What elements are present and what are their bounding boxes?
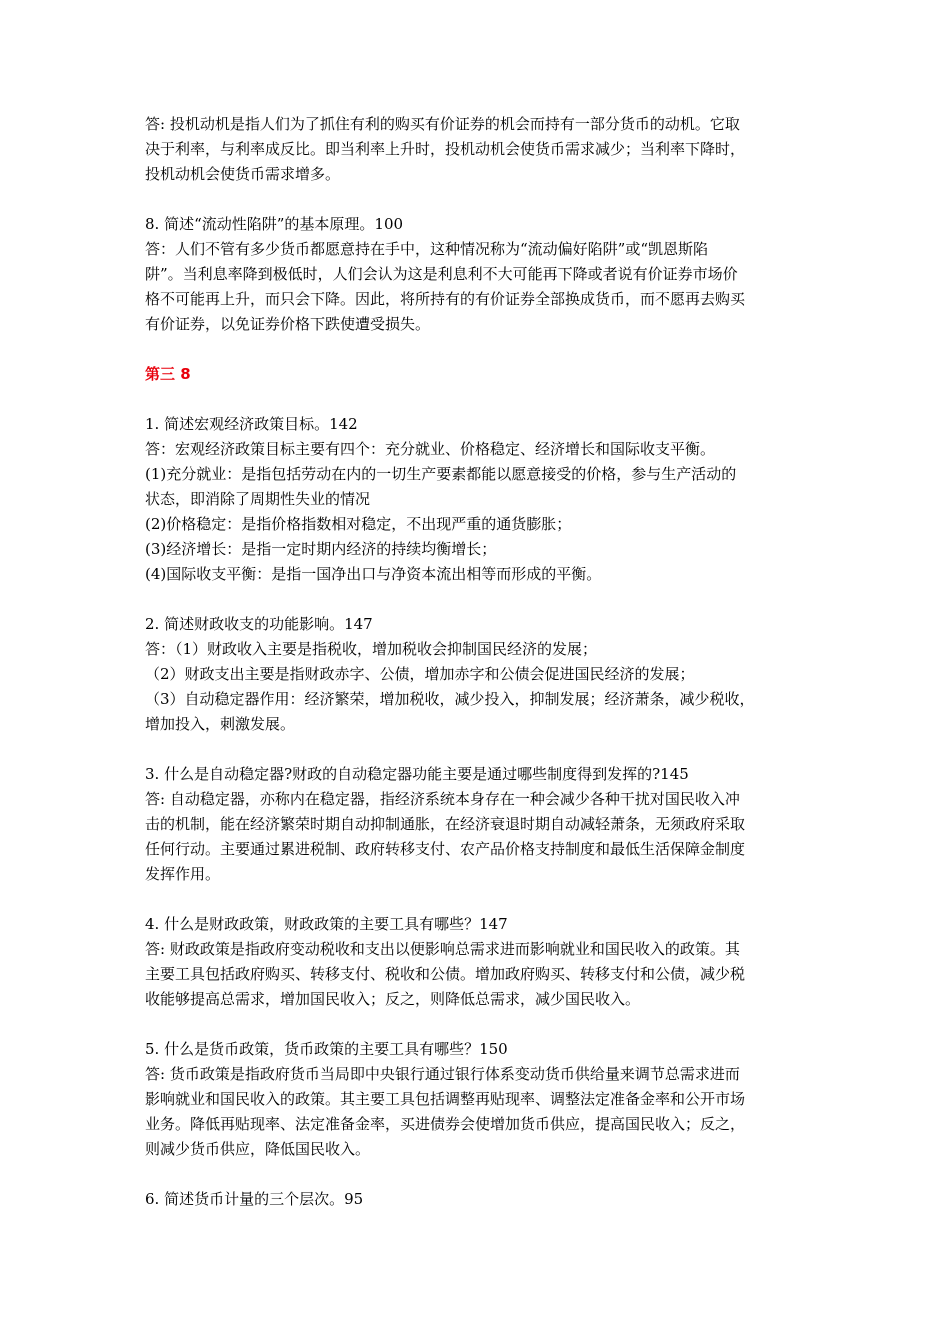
text-line: 答: 自动稳定器，亦称内在稳定器，指经济系统本身存在一种会减少各种干扰对国民收入冲 [145, 790, 740, 808]
question-automatic-stabilizer [145, 762, 810, 887]
section-heading: 第三 8 [145, 365, 191, 383]
text-line: 发挥作用。 [145, 865, 221, 883]
question-title: 5. 什么是货币政策，货币政策的主要工具有哪些？150 [145, 1040, 508, 1058]
question-monetary-policy [145, 1037, 810, 1162]
text-line: 任何行动。主要通过累进税制、政府转移支付、农产品价格支持制度和最低生活保障金制度 [145, 840, 746, 858]
text-line: (4)国际收支平衡：是指一国净出口与净资本流出相等而形成的平衡。 [145, 565, 602, 583]
text-line: 则减少货币供应，降低国民收入。 [145, 1140, 371, 1158]
question-money-measurement [145, 1187, 810, 1212]
text-line: 答: 财政政策是指政府变动税收和支出以便影响总需求进而影响就业和国民收入的政策。其 [145, 940, 740, 958]
text-line: （2）财政支出主要是指财政赤字、公债，增加赤字和公债会促进国民经济的发展； [145, 665, 695, 683]
text-line: 收能够提高总需求，增加国民收入；反之，则降低总需求，减少国民收入。 [145, 990, 641, 1008]
text-line: (3)经济增长：是指一定时期内经济的持续均衡增长； [145, 540, 497, 558]
text-line: 答: 投机动机是指人们为了抓住有利的购买有价证券的机会而持有一部分货币的动机。它取 [145, 115, 740, 133]
question-title: 1. 简述宏观经济政策目标。142 [145, 415, 358, 433]
text-line: 击的机制，能在经济繁荣时期自动抑制通胀，在经济衰退时期自动减轻萧条，无须政府采取 [145, 815, 746, 833]
question-title: 6. 简述货币计量的三个层次。95 [145, 1190, 364, 1208]
text-line: 答: 货币政策是指政府货币当局即中央银行通过银行体系变动货币供给量来调节总需求进而 [145, 1065, 740, 1083]
text-line: 主要工具包括政府购买、转移支付、税收和公债。增加政府购买、转移支付和公债，减少税 [145, 965, 746, 983]
text-line: 影响就业和国民收入的政策。其主要工具包括调整再贴现率、调整法定准备金率和公开市场 [145, 1090, 746, 1108]
text-line: 阱”。当利息率降到极低时，人们会认为这是利息利不大可能再下降或者说有价证券市场价 [145, 265, 738, 283]
text-line: (1)充分就业：是指包括劳动在内的一切生产要素都能以愿意接受的价格，参与生产活动的 [145, 465, 737, 483]
question-liquidity-trap [145, 212, 810, 337]
text-line: （3）自动稳定器作用：经济繁荣，增加税收，减少投入，抑制发展；经济萧条，减少税收， [145, 690, 755, 708]
text-line: 答：人们不管有多少货币都愿意持在手中，这种情况称为“流动偏好陷阱”或“凯恩斯陷 [145, 240, 709, 258]
question-fiscal-effects [145, 612, 810, 737]
text-line: 有价证券，以免证券价格下跌使遭受损失。 [145, 315, 431, 333]
document-page [145, 112, 810, 1212]
question-fiscal-policy [145, 912, 810, 1012]
text-line: 格不可能再上升，而只会下降。因此，将所持有的有价证券全部换成货币，而不愿再去购买 [145, 290, 746, 308]
question-title: 3. 什么是自动稳定器?财政的自动稳定器功能主要是通过哪些制度得到发挥的?145 [145, 765, 689, 783]
text-line: 状态，即消除了周期性失业的情况 [145, 490, 371, 508]
text-line: 决于利率，与利率成反比。即当利率上升时，投机动机会使货币需求减少；当利率下降时， [145, 140, 746, 158]
question-policy-goals [145, 412, 810, 587]
paragraph-speculative-motive [145, 112, 810, 187]
question-title: 2. 简述财政收支的功能影响。147 [145, 615, 373, 633]
question-title: 8. 简述“流动性陷阱”的基本原理。100 [145, 215, 404, 233]
text-line: (2)价格稳定：是指价格指数相对稳定，不出现严重的通货膨胀； [145, 515, 572, 533]
text-line: 答：（1）财政收入主要是指税收，增加税收会抑制国民经济的发展； [145, 640, 598, 658]
text-line: 业务。降低再贴现率、法定准备金率，买进债券会使增加货币供应，提高国民收入；反之， [145, 1115, 746, 1133]
question-title: 4. 什么是财政政策，财政政策的主要工具有哪些？147 [145, 915, 508, 933]
text-line: 增加投入，刺激发展。 [145, 715, 296, 733]
text-line: 投机动机会使货币需求增多。 [145, 165, 341, 183]
text-line: 答：宏观经济政策目标主要有四个：充分就业、价格稳定、经济增长和国际收支平衡。 [145, 440, 716, 458]
